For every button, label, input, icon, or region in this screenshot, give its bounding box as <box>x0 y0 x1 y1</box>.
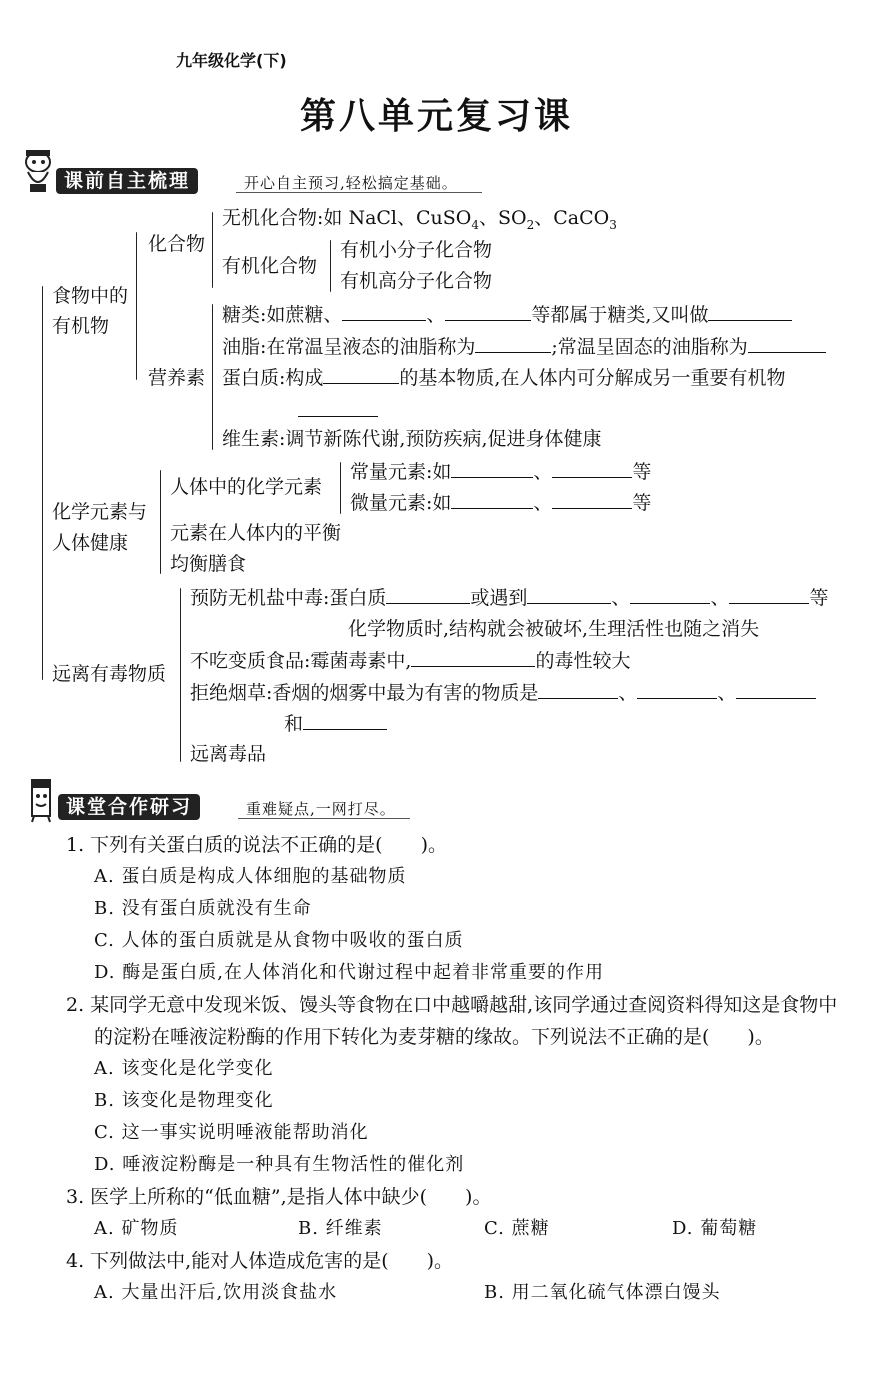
q1-option-b: B. 没有蛋白质就没有生命 <box>94 898 312 919</box>
sugar-line: 糖类:如蔗糖、 、 等都属于糖类,又叫做 <box>222 302 792 327</box>
salt-line: 预防无机盐中毒:蛋白质 或遇到 、 、 等 <box>190 587 829 609</box>
question-2-line2: 的淀粉在唾液淀粉酶的作用下转化为麦芽糖的缘故。下列说法不正确的是( )。 <box>94 1026 774 1048</box>
smoke-line2: 和 <box>284 711 387 736</box>
inorganic-line: 无机化合物:如 NaCl、CuSO$_4$、$SO_2$、CaCO$_3$ <box>222 207 617 232</box>
section-banner-class: 课堂合作研习 <box>58 794 200 820</box>
protein-blank <box>298 416 378 417</box>
mold-line: 不吃变质食品:霉菌毒素中, 的毒性较大 <box>190 650 631 672</box>
organic-label: 有机化合物 <box>222 255 318 277</box>
q3-option-d: D. 葡萄糖 <box>672 1218 758 1239</box>
compound-brace <box>212 212 213 288</box>
fat-line: 油脂:在常温呈液态的油脂称为 ;常温呈固态的油脂称为 <box>222 334 826 359</box>
root-brace <box>42 286 43 680</box>
elements-brace <box>160 470 161 574</box>
trace-elements: 微量元素:如 、 等 <box>350 492 652 514</box>
organic-sub-brace <box>330 240 331 292</box>
nutrient-brace <box>212 304 213 450</box>
q3-option-c: C. 蔗糖 <box>484 1218 550 1239</box>
compound-label: 化合物 <box>148 233 206 255</box>
q2-option-d: D. 唾液淀粉酶是一种具有生物活性的催化剂 <box>94 1154 465 1175</box>
salt-line2: 化学物质时,结构就会被破坏,生理活性也随之消失 <box>348 618 760 640</box>
root-organic-2: 有机物 <box>52 315 110 337</box>
pencil-mascot-icon <box>22 776 62 824</box>
nutrient-label: 营养素 <box>148 367 206 389</box>
banner-underline-2 <box>238 818 410 819</box>
question-1: 1. 下列有关蛋白质的说法不正确的是( )。 <box>66 834 447 856</box>
drugs-label: 远离毒品 <box>190 743 267 765</box>
diet-label: 均衡膳食 <box>170 553 247 575</box>
section-subtitle-preview: 开心自主预习,轻松搞定基础。 <box>244 174 458 192</box>
root-organic-1: 食物中的 <box>52 285 129 307</box>
section-banner-preview: 课前自主梳理 <box>56 168 198 194</box>
balance-label: 元素在人体内的平衡 <box>170 522 342 544</box>
root-elements-2: 人体健康 <box>52 532 129 554</box>
mascot-icon <box>16 146 60 194</box>
protein-line: 蛋白质:构成 的基本物质,在人体内可分解成另一重要有机物 <box>222 367 786 389</box>
question-2-line1: 2. 某同学无意中发现米饭、馒头等食物在口中越嚼越甜,该同学通过查阅资料得知这是食物中 <box>66 994 838 1016</box>
q2-option-c: C. 这一事实说明唾液能帮助消化 <box>94 1122 369 1143</box>
q1-option-c: C. 人体的蛋白质就是从食物中吸收的蛋白质 <box>94 930 464 951</box>
banner-underline <box>236 192 482 193</box>
root-elements-1: 化学元素与 <box>52 501 148 523</box>
major-elements: 常量元素:如 、 等 <box>350 461 652 483</box>
q4-option-a: A. 大量出汗后,饮用淡食盐水 <box>94 1282 338 1303</box>
element-type-brace <box>340 462 341 514</box>
question-3: 3. 医学上所称的“低血糖”,是指人体中缺少( )。 <box>66 1186 492 1208</box>
organic-large: 有机高分子化合物 <box>340 270 493 292</box>
section-subtitle-class: 重难疑点,一网打尽。 <box>246 800 396 818</box>
q2-option-b: B. 该变化是物理变化 <box>94 1090 274 1111</box>
q1-option-a: A. 蛋白质是构成人体细胞的基础物质 <box>94 866 407 887</box>
organic-brace <box>136 232 137 380</box>
q3-option-a: A. 矿物质 <box>94 1218 179 1239</box>
organic-small: 有机小分子化合物 <box>340 239 493 261</box>
q1-option-d: D. 酶是蛋白质,在人体消化和代谢过程中起着非常重要的作用 <box>94 962 604 983</box>
root-toxic: 远离有毒物质 <box>52 663 167 685</box>
q2-option-a: A. 该变化是化学变化 <box>94 1058 274 1079</box>
q4-option-b: B. 用二氧化硫气体漂白馒头 <box>484 1282 721 1303</box>
q3-option-b: B. 纤维素 <box>298 1218 383 1239</box>
grade-label: 九年级化学(下) <box>176 51 287 70</box>
smoke-line: 拒绝烟草:香烟的烟雾中最为有害的物质是 、 、 <box>190 680 816 705</box>
elements-label: 人体中的化学元素 <box>170 476 323 498</box>
question-4: 4. 下列做法中,能对人体造成危害的是( )。 <box>66 1250 454 1272</box>
page-title: 第八单元复习课 <box>300 96 574 137</box>
toxic-brace <box>180 588 181 762</box>
vitamin-line: 维生素:调节新陈代谢,预防疾病,促进身体健康 <box>222 428 602 450</box>
